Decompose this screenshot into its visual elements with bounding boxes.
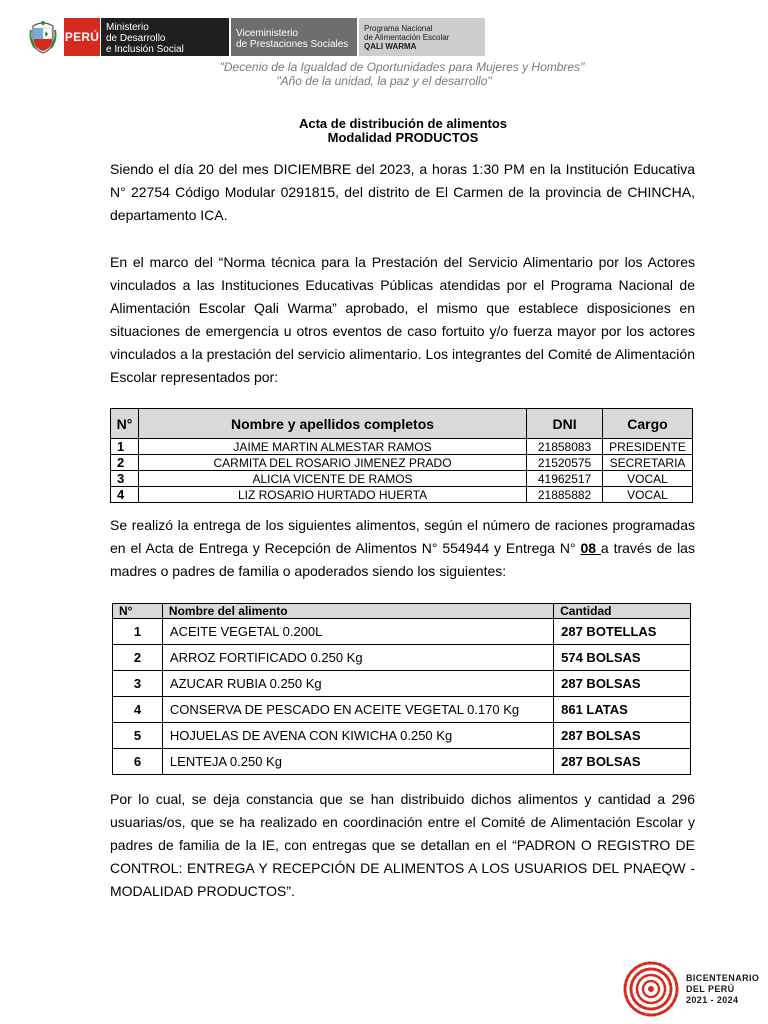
vice-ministry-line: de Prestaciones Sociales [236, 39, 349, 50]
member-role: SECRETARIA [603, 455, 693, 471]
slogans [0, 60, 768, 88]
food-table [112, 603, 691, 775]
title-line-1: Acta de distribución de alimentos [298, 116, 508, 131]
table-row [113, 723, 691, 749]
row-number: 2 [111, 455, 139, 471]
food-name: LENTEJA 0.250 Kg [162, 749, 553, 775]
row-number: 2 [113, 645, 163, 671]
table-row [113, 749, 691, 775]
title-line-2: Modalidad PRODUCTOS [327, 130, 479, 145]
member-name: CARMITA DEL ROSARIO JIMENEZ PRADO [138, 455, 526, 471]
food-quantity: 287 BOTELLAS [554, 619, 691, 645]
food-name: ACEITE VEGETAL 0.200L [162, 619, 553, 645]
food-name: CONSERVA DE PESCADO EN ACEITE VEGETAL 0.170 Kg [162, 697, 553, 723]
vice-ministry-band [231, 18, 357, 56]
member-dni: 21885882 [527, 487, 603, 503]
table-row [113, 671, 691, 697]
vice-ministry-line: Viceministerio [236, 28, 299, 39]
food-name: AZUCAR RUBIA 0.250 Kg [162, 671, 553, 697]
table-row [111, 487, 693, 503]
slogan-decade: "Decenio de la Igualdad de Oportunidades para Mujeres y Hombres" [219, 60, 585, 74]
coat-of-arms-icon [28, 18, 58, 56]
bicentenario-text [686, 973, 759, 1006]
food-quantity: 574 BOLSAS [554, 645, 691, 671]
member-name: ALICIA VICENTE DE RAMOS [138, 471, 526, 487]
column-header: Cargo [603, 409, 693, 439]
member-name: JAIME MARTIN ALMESTAR RAMOS [138, 439, 526, 455]
table-row [113, 697, 691, 723]
column-header: N° [111, 409, 139, 439]
ministry-line: de Desarrollo [106, 33, 166, 44]
row-number: 4 [113, 697, 163, 723]
column-header: Cantidad [554, 604, 691, 619]
row-number: 5 [113, 723, 163, 749]
table-row [111, 471, 693, 487]
bicentenario-emblem-icon [622, 960, 680, 1018]
slogan-year: "Año de la unidad, la paz y el desarrollo" [276, 74, 492, 88]
peru-brand-box: PERÚ [64, 18, 100, 56]
delivery-number: 08 [580, 540, 601, 556]
member-role: VOCAL [603, 487, 693, 503]
delivery-paragraph [110, 514, 695, 583]
delivery-text-after: a través de las madres o padres de familia o apoderados siendo los siguientes: [110, 540, 695, 579]
delivery-text-before: Se realizó la entrega de los siguientes alimentos, según el número de raciones programadas en el Acta de Entrega y Recepción de Alimentos N° 554944 y Entrega N° [110, 517, 695, 556]
program-band [359, 18, 485, 56]
member-dni: 21520575 [527, 455, 603, 471]
table-header-row [113, 604, 691, 619]
ministry-band [101, 18, 229, 56]
government-header [28, 18, 485, 56]
member-role: VOCAL [603, 471, 693, 487]
row-number: 4 [111, 487, 139, 503]
ministry-line: Ministerio [106, 22, 149, 33]
table-header-row [111, 409, 693, 439]
member-dni: 21858083 [527, 439, 603, 455]
column-header: DNI [527, 409, 603, 439]
table-row [111, 439, 693, 455]
column-header: Nombre y apellidos completos [138, 409, 526, 439]
row-number: 3 [113, 671, 163, 697]
document-title [0, 117, 768, 145]
member-role: PRESIDENTE [603, 439, 693, 455]
column-header: Nombre del alimento [162, 604, 553, 619]
food-quantity: 861 LATAS [554, 697, 691, 723]
food-name: HOJUELAS DE AVENA CON KIWICHA 0.250 Kg [162, 723, 553, 749]
food-quantity: 287 BOLSAS [554, 723, 691, 749]
bicentenario-line: 2021 - 2024 [686, 994, 739, 1005]
committee-table [110, 408, 693, 503]
column-header: N° [113, 604, 163, 619]
table-row [111, 455, 693, 471]
member-dni: 41962517 [527, 471, 603, 487]
program-line: de Alimentación Escolar [364, 33, 450, 42]
table-row [113, 619, 691, 645]
framework-paragraph: En el marco del “Norma técnica para la Prestación del Servicio Alimentario por los Actores vinculados a las Instituciones Educativas Públicas atendidas por el Programa Nacional de Alimentación Escolar Qali Warma” aprobado, el mismo que establece disposiciones en situaciones de emergencia u otros eventos de caso fortuito y/o fuerza mayor por los actores vinculados a la prestación del servicio alimentario. Los integrantes del Comité de Alimentación Escolar representados por: [110, 254, 695, 385]
program-line: QALI WARMA [364, 42, 417, 51]
intro-paragraph: Siendo el día 20 del mes DICIEMBRE del 2023, a horas 1:30 PM en la Institución Educativa N° 22754 Código Modular 0291815, del distrito de El Carmen de la provincia de CHINCHA, departamento ICA. [110, 161, 695, 223]
bicentenario-logo [622, 960, 759, 1018]
closing-paragraph: Por lo cual, se deja constancia que se han distribuido dichos alimentos y cantidad a 296 usuarias/os, que se ha realizado en coordinación entre el Comité de Alimentación Escolar y padres de familia de la IE, con entregas que se detallan en el “PADRON O REGISTRO DE CONTROL: ENTREGA Y RECEPCIÓN DE ALIMENTOS A LOS USUARIOS DEL PNAEQW - MODALIDAD PRODUCTOS”. [110, 791, 695, 899]
table-row [113, 645, 691, 671]
food-name: ARROZ FORTIFICADO 0.250 Kg [162, 645, 553, 671]
row-number: 3 [111, 471, 139, 487]
food-quantity: 287 BOLSAS [554, 671, 691, 697]
row-number: 6 [113, 749, 163, 775]
bicentenario-line: DEL PERÚ [686, 983, 735, 994]
ministry-line: e Inclusión Social [106, 44, 184, 55]
program-line: Programa Nacional [364, 24, 433, 33]
food-quantity: 287 BOLSAS [554, 749, 691, 775]
member-name: LIZ ROSARIO HURTADO HUERTA [138, 487, 526, 503]
bicentenario-line: BICENTENARIO [686, 972, 760, 983]
row-number: 1 [111, 439, 139, 455]
row-number: 1 [113, 619, 163, 645]
